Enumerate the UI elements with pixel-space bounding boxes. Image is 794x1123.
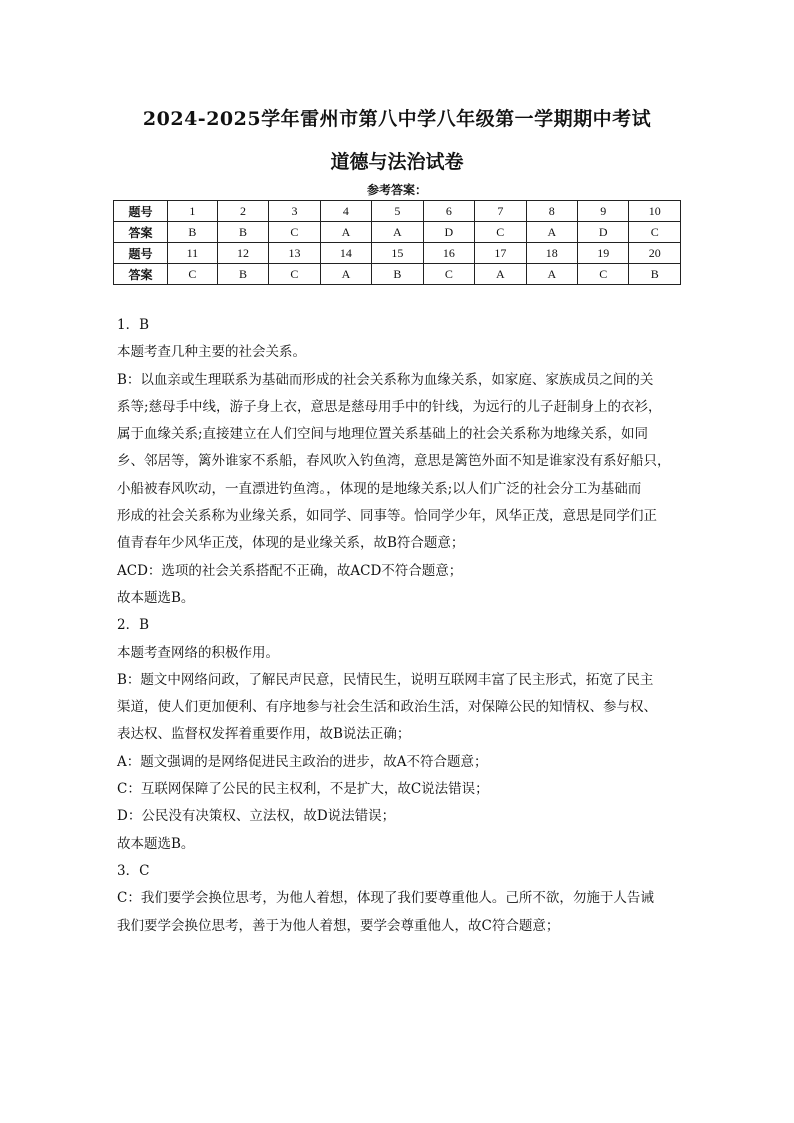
- table-cell: 20: [629, 243, 681, 264]
- text-line: 渠道，使人们更加便利、有序地参与社会生活和政治生活，对保障公民的知情权、参与权、: [117, 699, 657, 716]
- table-cell: 15: [372, 243, 423, 264]
- table-row: [114, 201, 681, 222]
- text-line: 1．B: [117, 317, 150, 333]
- text-line: 形成的社会关系称为业缘关系，如同学、同事等。恰同学少年，风华正茂，意思是同学们正: [117, 508, 657, 525]
- text-line: 系等;慈母手中线，游子身上衣，意思是慈母用手中的针线，为远行的儿子赶制身上的衣衫，: [117, 398, 662, 415]
- table-cell: A: [320, 264, 371, 285]
- table-row: [114, 222, 681, 243]
- table-cell: 19: [578, 243, 629, 264]
- table-row: [114, 264, 681, 285]
- text-line: B：以血亲或生理联系为基础而形成的社会关系称为血缘关系，如家庭、家族成员之间的关: [117, 371, 654, 388]
- text-line: C：我们要学会换位思考，为他人着想，体现了我们要尊重他人。己所不欲，勿施于人告诫: [117, 890, 654, 907]
- table-cell: A: [320, 222, 371, 243]
- document-title: 2024-2025学年雷州市第八中学八年级第一学期期中考试: [142, 108, 652, 130]
- table-cell: 13: [269, 243, 320, 264]
- table-cell: C: [269, 222, 320, 243]
- table-cell: C: [423, 264, 474, 285]
- table-cell: 16: [423, 243, 474, 264]
- text-line: ACD：选项的社会关系搭配不正确，故ACD不符合题意；: [117, 562, 463, 579]
- table-cell: 8: [526, 201, 577, 222]
- text-line: 乡、邻居等，篱外谁家不系船，春风吹入钓鱼湾，意思是篱笆外面不知是谁家没有系好船只，: [117, 453, 671, 470]
- table-cell: 7: [475, 201, 526, 222]
- table-cell: D: [423, 222, 474, 243]
- text-line: 故本题选B。: [117, 589, 195, 606]
- answer-table: [113, 200, 681, 285]
- table-cell: B: [217, 264, 268, 285]
- row-header: 答案: [114, 264, 168, 285]
- solution-body: [117, 312, 682, 940]
- table-cell: 5: [372, 201, 423, 222]
- table-row: [114, 243, 681, 264]
- answers-label: 参考答案：: [366, 183, 427, 197]
- text-line: 小船被春风吹动，一直漂进钓鱼湾。，体现的是地缘关系;以人们广泛的社会分工为基础而: [117, 480, 642, 497]
- text-line: C：互联网保障了公民的民主权利，不是扩大，故C说法错误；: [117, 781, 489, 798]
- table-cell: 12: [217, 243, 268, 264]
- table-cell: 14: [320, 243, 371, 264]
- table-cell: 10: [629, 201, 681, 222]
- text-line: 故本题选B。: [117, 835, 195, 852]
- table-cell: 11: [168, 243, 218, 264]
- table-cell: 6: [423, 201, 474, 222]
- table-cell: A: [372, 222, 423, 243]
- document-subtitle: 道德与法治试卷: [330, 151, 464, 173]
- table-cell: A: [475, 264, 526, 285]
- table-cell: B: [372, 264, 423, 285]
- table-cell: A: [526, 264, 577, 285]
- table-cell: B: [217, 222, 268, 243]
- text-line: 3．C: [117, 862, 150, 879]
- table-cell: C: [475, 222, 526, 243]
- text-line: 我们要学会换位思考，善于为他人着想，要学会尊重他人，故C符合题意；: [117, 917, 560, 934]
- text-line: 2．B: [117, 617, 150, 634]
- text-line: 本题考查网络的积极作用。: [117, 644, 279, 661]
- table-cell: C: [578, 264, 629, 285]
- text-line: 属于血缘关系;直接建立在人们空间与地理位置关系基础上的社会关系称为地缘关系，如同: [117, 426, 649, 443]
- text-line: D：公民没有决策权、立法权，故D说法错误；: [117, 808, 396, 825]
- row-header: 题号: [114, 243, 168, 264]
- text-line: A：题文强调的是网络促进民主政治的进步，故A不符合题意；: [117, 753, 488, 770]
- table-cell: A: [526, 222, 577, 243]
- table-cell: C: [168, 264, 218, 285]
- text-line: B：题文中网络问政，了解民声民意，民情民生，说明互联网丰富了民主形式，拓宽了民主: [117, 671, 654, 688]
- table-cell: C: [629, 222, 681, 243]
- table-cell: 1: [168, 201, 218, 222]
- text-line: 值青春年少风华正茂，体现的是业缘关系，故B符合题意；: [117, 535, 465, 552]
- table-cell: 17: [475, 243, 526, 264]
- table-cell: 9: [578, 201, 629, 222]
- table-cell: 4: [320, 201, 371, 222]
- text-line: 本题考查几种主要的社会关系。: [117, 344, 306, 361]
- table-cell: 3: [269, 201, 320, 222]
- table-cell: B: [629, 264, 681, 285]
- text-line: 表达权、监督权发挥着重要作用，故B说法正确；: [117, 726, 411, 743]
- row-header: 答案: [114, 222, 168, 243]
- table-cell: D: [578, 222, 629, 243]
- table-cell: 18: [526, 243, 577, 264]
- row-header: 题号: [114, 201, 168, 222]
- table-cell: 2: [217, 201, 268, 222]
- table-cell: B: [168, 222, 218, 243]
- table-cell: C: [269, 264, 320, 285]
